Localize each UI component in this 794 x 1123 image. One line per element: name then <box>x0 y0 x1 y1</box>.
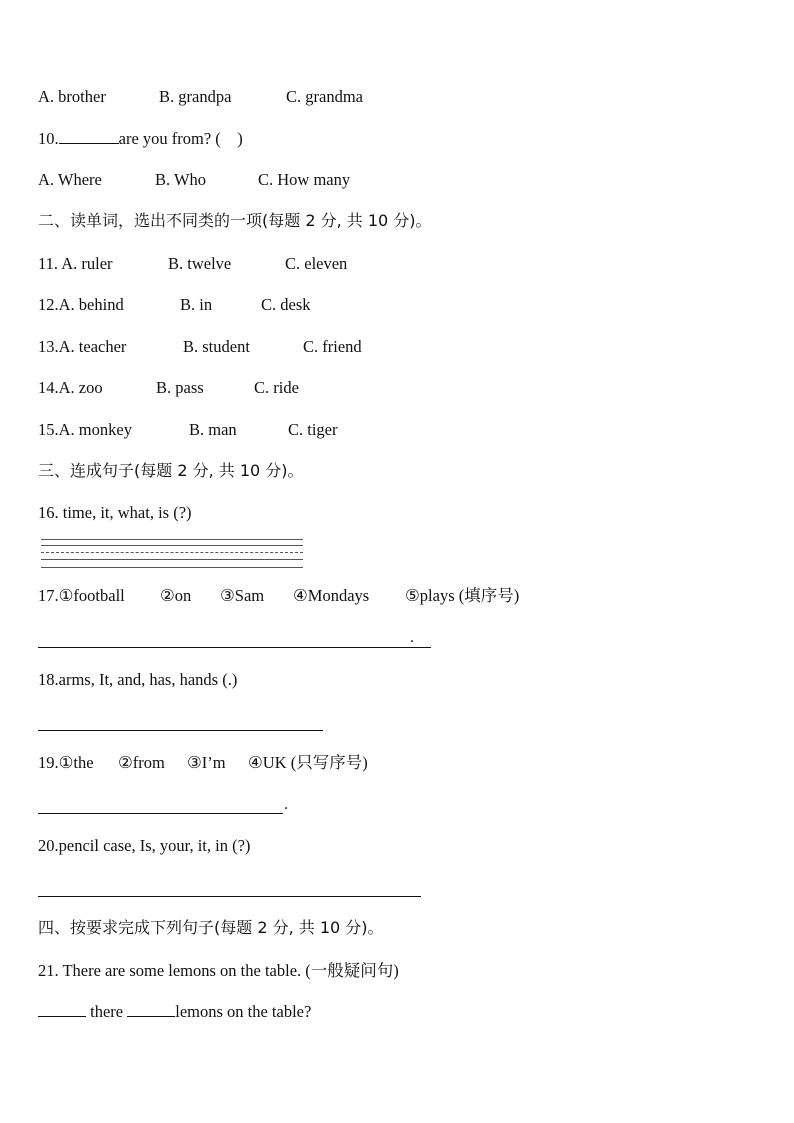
q21-word-there: there <box>90 1002 124 1021</box>
q19-word-2: ②from <box>118 753 165 772</box>
q18-question: 18.arms, It, and, has, hands (.) <box>38 670 238 689</box>
q21-blank-1[interactable] <box>38 1002 86 1017</box>
q15-question <box>38 420 132 440</box>
q12-option-a: A. behind <box>58 295 124 314</box>
q17-word-1: ①football <box>58 586 125 605</box>
q15-option-b: B. man <box>189 420 237 439</box>
q13-option-c: C. friend <box>303 337 362 356</box>
q9-option-a: A. brother <box>38 87 106 106</box>
q19-number: 19. <box>38 753 59 772</box>
q12-question <box>38 295 124 315</box>
q21-question: 21. There are some lemons on the table. (一般疑问句) <box>38 961 399 980</box>
q9-option-b: B. grandpa <box>159 87 232 106</box>
q12-option-b: B. in <box>180 295 213 314</box>
q17-number: 17. <box>38 586 59 605</box>
q13-option-b: B. student <box>183 337 250 356</box>
q16-writing-line-1[interactable] <box>41 539 303 540</box>
q17-word-3: ③Sam <box>220 586 265 605</box>
q15-option-c: C. tiger <box>288 420 338 439</box>
q16-writing-line-4[interactable] <box>41 559 303 560</box>
q16-writing-line-5[interactable] <box>41 567 303 568</box>
q14-number: 14. <box>38 378 59 397</box>
q10-option-c: C. How many <box>258 170 351 189</box>
q10-question <box>38 129 243 149</box>
section-2-heading: 二、读单词，选出不同类的一项(每题 2 分, 共 10 分)。 <box>38 211 432 230</box>
section-3-heading: 三、连成句子(每题 2 分, 共 10 分)。 <box>38 461 304 480</box>
q11-option-c: C. eleven <box>285 254 348 273</box>
q15-number: 15. <box>38 420 59 439</box>
q13-number: 13. <box>38 337 59 356</box>
q16-question: 16. time, it, what, is (?) <box>38 503 192 522</box>
q21-answer-row <box>38 1002 311 1022</box>
q19-period: . <box>284 796 288 813</box>
q18-answer-line[interactable] <box>38 730 323 731</box>
q16-writing-line-2[interactable] <box>41 545 303 546</box>
q19-word-4: ④UK (只写序号) <box>248 753 368 772</box>
q11-option-b: B. twelve <box>168 254 232 273</box>
q15-option-a: A. monkey <box>58 420 132 439</box>
section-4-heading: 四、按要求完成下列句子(每题 2 分, 共 10 分)。 <box>38 918 384 937</box>
q19-word-3: ③I’m <box>187 753 226 772</box>
q19-question <box>38 753 94 773</box>
q12-number: 12. <box>38 295 59 314</box>
q13-question <box>38 337 126 357</box>
q10-number: 10. <box>38 129 59 148</box>
q19-word-1: ①the <box>58 753 94 772</box>
q9-option-c: C. grandma <box>286 87 363 106</box>
q17-word-5: ⑤plays (填序号) <box>405 586 520 605</box>
q19-answer-line[interactable] <box>38 813 283 814</box>
q17-word-4: ④Mondays <box>293 586 370 605</box>
q11-number: 11. <box>38 254 59 273</box>
q20-answer-line[interactable] <box>38 896 421 897</box>
q17-question <box>38 586 125 606</box>
q10-text: are you from? ( ) <box>118 129 243 148</box>
q17-word-2: ②on <box>160 586 192 605</box>
q14-option-b: B. pass <box>156 378 204 397</box>
q21-blank-2[interactable] <box>127 1002 175 1017</box>
q10-option-a: A. Where <box>38 170 102 189</box>
q11-question <box>38 254 113 274</box>
q13-option-a: A. teacher <box>58 337 127 356</box>
q17-answer-line[interactable] <box>38 647 431 648</box>
q14-option-a: A. zoo <box>58 378 103 397</box>
q10-option-b: B. Who <box>155 170 207 189</box>
q20-question: 20.pencil case, Is, your, it, in (?) <box>38 836 251 855</box>
q11-option-a: A. ruler <box>61 254 113 273</box>
q21-word-rest: lemons on the table? <box>175 1002 312 1021</box>
q14-option-c: C. ride <box>254 378 299 397</box>
q10-blank <box>59 129 119 144</box>
q16-writing-line-3[interactable] <box>41 552 303 553</box>
q12-option-c: C. desk <box>261 295 311 314</box>
q17-period: . <box>410 629 414 646</box>
q14-question <box>38 378 103 398</box>
